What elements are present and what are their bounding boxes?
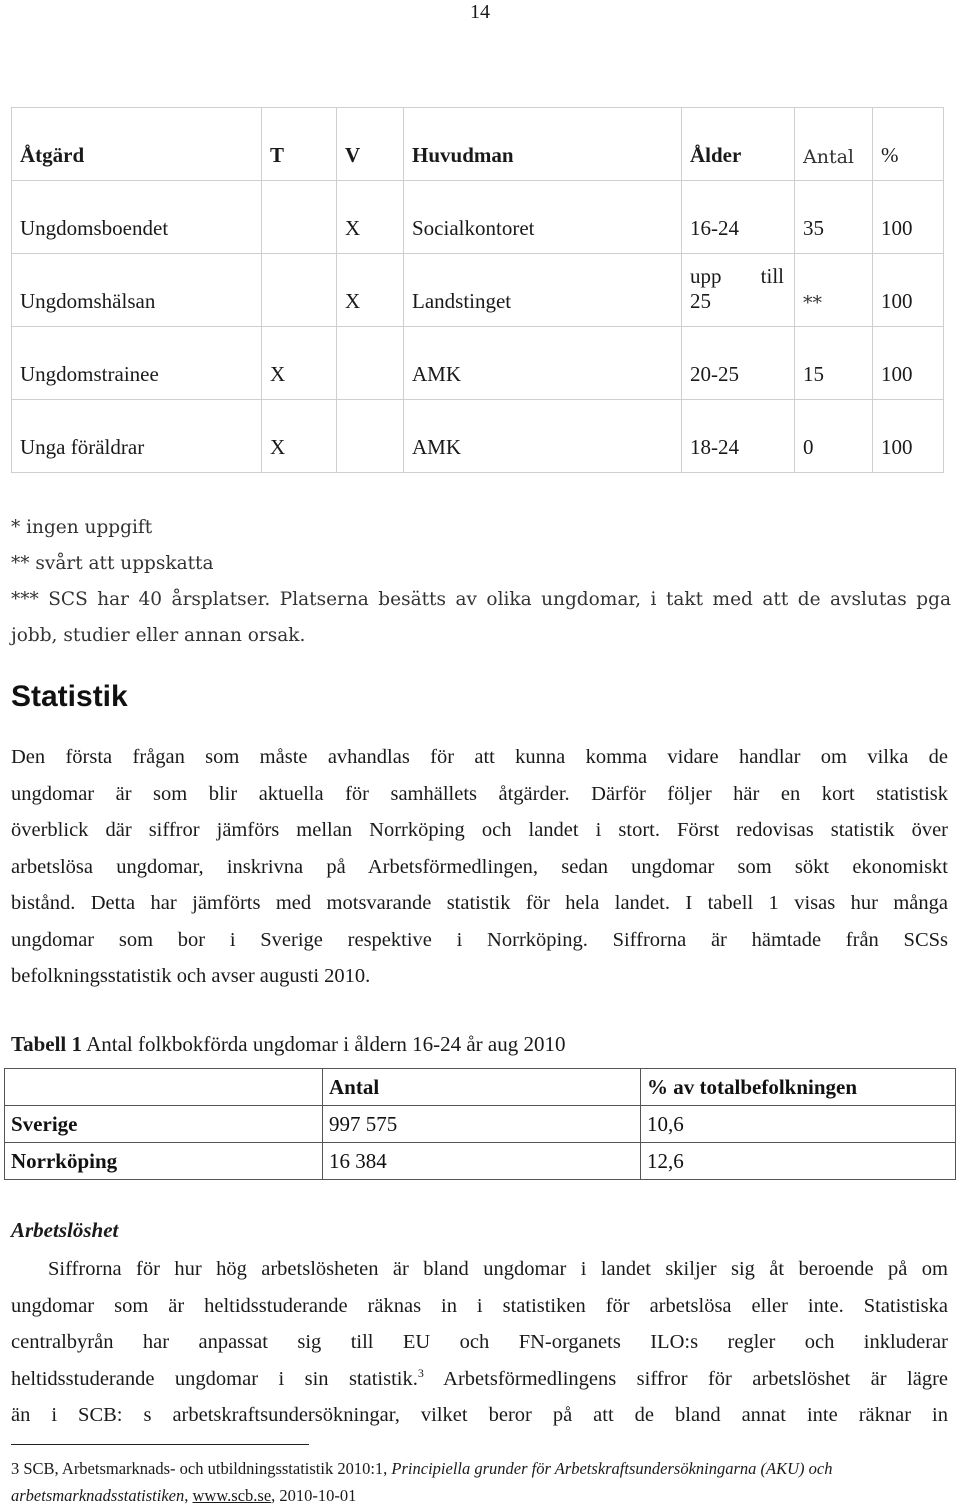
scb-link[interactable]: www.scb.se — [192, 1486, 272, 1505]
table-row — [12, 327, 944, 400]
cell-t — [262, 181, 337, 254]
footnote-title: arbetsmarknadsstatistiken — [11, 1486, 185, 1505]
header-pct: % — [873, 108, 944, 181]
cell-pct: 12,6 — [641, 1143, 956, 1180]
cell-t: X — [262, 327, 337, 400]
cell-atgard: Ungdomsboendet — [12, 181, 262, 254]
header-huvudman: Huvudman — [404, 108, 682, 181]
note-line: * ingen uppgift — [11, 517, 153, 538]
table-header-row — [5, 1069, 956, 1106]
measures-table — [11, 107, 944, 473]
cell-pct: 100 — [873, 254, 944, 327]
cell-pct: 100 — [873, 327, 944, 400]
footnote-divider — [11, 1444, 309, 1445]
subsection-title: Arbetslöshet — [11, 1218, 119, 1242]
paragraph-line: heltidsstuderande ungdomar i sin statistik.$^3$ Arbetsförmedlingens siffror för arbetslöshet är lägre — [11, 1365, 948, 1390]
footnote-ref[interactable]: 3 — [417, 1365, 424, 1380]
header-t: T — [262, 108, 337, 181]
table-caption — [11, 1032, 565, 1057]
table-row — [5, 1143, 956, 1180]
cell-pct: 100 — [873, 181, 944, 254]
cell-v: X — [337, 254, 404, 327]
paragraph-statistik — [11, 739, 948, 995]
header-atgard: Åtgärd — [12, 108, 262, 181]
table-notes — [11, 510, 951, 654]
cell-v — [337, 400, 404, 473]
table-row — [12, 400, 944, 473]
cell-antal: 15 — [795, 327, 873, 400]
cell-antal: 997 575 — [323, 1106, 641, 1143]
cell-v: X — [337, 181, 404, 254]
cell-alder — [682, 254, 795, 327]
age-top-a: upp — [690, 264, 722, 288]
paragraph-line: bistånd. Detta har jämförts med motsvarande statistik för hela landet. I tabell 1 visas hur många — [11, 892, 948, 914]
cell-huvudman: Landstinget — [404, 254, 682, 327]
table-row — [12, 254, 944, 327]
population-table — [4, 1068, 956, 1180]
cell-antal: ** — [795, 254, 873, 327]
header-v: V — [337, 108, 404, 181]
footnote: 3 SCB, Arbetsmarknads- och utbildningsstatistik 2010:1, Principiella grunder för Arbetskraftsundersökningarna (AKU) och arbetsmarknadsstatistiken, www.scb.se, 2010-10-01 — [11, 1459, 833, 1505]
cell-pct: 100 — [873, 400, 944, 473]
cell-atgard: Ungdomstrainee — [12, 327, 262, 400]
header-antal: Antal — [795, 108, 873, 181]
paragraph-line: arbetslösa ungdomar, inskrivna på Arbetsförmedlingen, sedan ungdomar som sökt ekonomiskt — [11, 855, 948, 878]
caption-label: Tabell 1 — [11, 1032, 82, 1056]
footnote-title: Principiella grunder för Arbetskraftsundersökningarna (AKU) och — [391, 1459, 833, 1478]
paragraph-line: Den första frågan som måste avhandlas för att kunna komma vidare handlar om vilka de — [11, 746, 948, 768]
header-empty — [5, 1069, 323, 1106]
cell-antal: 35 — [795, 181, 873, 254]
page-number: 14 — [470, 1, 490, 23]
cell-t — [262, 254, 337, 327]
cell-t: X — [262, 400, 337, 473]
paragraph-line: befolkningsstatistik och avser augusti 2010. — [11, 965, 371, 987]
paragraph-line: än i SCB: s arbetskraftsundersökningar, vilket beror på att de bland annat inte räknar in — [11, 1404, 948, 1426]
paragraph-line: ungdomar är som blir aktuella för samhällets åtgärder. Därför följer här en kort statistisk — [11, 782, 948, 805]
age-top-b: till — [760, 264, 784, 288]
table-row — [5, 1106, 956, 1143]
caption-text: Antal folkbokförda ungdomar i åldern 16-24 år aug 2010 — [82, 1032, 566, 1056]
cell-alder: 20-25 — [682, 327, 795, 400]
cell-v — [337, 327, 404, 400]
cell-antal: 16 384 — [323, 1143, 641, 1180]
paragraph-arbetsloshet — [11, 1251, 948, 1434]
table-header-row — [12, 108, 944, 181]
paragraph-line: ungdomar som bor i Sverige respektive i Norrköping. Siffrorna är hämtade från SCSs — [11, 928, 948, 951]
cell-alder: 18-24 — [682, 400, 795, 473]
note-line: jobb, studier eller annan orsak. — [11, 625, 306, 646]
section-title: Statistik — [11, 680, 128, 713]
cell-atgard: Ungdomshälsan — [12, 254, 262, 327]
paragraph-line: centralbyrån har anpassat sig till EU och FN-organets ILO:s regler och inkluderar — [11, 1331, 948, 1353]
cell-alder: 16-24 — [682, 181, 795, 254]
age-top-line — [690, 264, 794, 289]
note-line: *** SCS har 40 årsplatser. Platserna besätts av olika ungdomar, i takt med att de avslutas pga — [11, 589, 951, 610]
header-pct-total: % av totalbefolkningen — [641, 1069, 956, 1106]
cell-huvudman: AMK — [404, 400, 682, 473]
cell-atgard: Unga föräldrar — [12, 400, 262, 473]
table-row — [12, 181, 944, 254]
cell-pct: 10,6 — [641, 1106, 956, 1143]
paragraph-line: ungdomar som är heltidsstuderande räknas in i statistiken för arbetslösa eller inte. Statistiska — [11, 1294, 948, 1317]
cell-label: Sverige — [5, 1106, 323, 1143]
cell-huvudman: AMK — [404, 327, 682, 400]
header-antal: Antal — [323, 1069, 641, 1106]
cell-label: Norrköping — [5, 1143, 323, 1180]
age-bottom-line: 25 — [690, 289, 711, 313]
cell-huvudman: Socialkontoret — [404, 181, 682, 254]
header-alder: Ålder — [682, 108, 795, 181]
paragraph-line: överblick där siffror jämförs mellan Norrköping och landet i stort. Först redovisas statistik över — [11, 819, 948, 841]
paragraph-line: Siffrorna för hur hög arbetslösheten är bland ungdomar i landet skiljer sig åt beroende på om — [48, 1258, 948, 1280]
note-line: ** svårt att uppskatta — [11, 553, 214, 574]
cell-antal: 0 — [795, 400, 873, 473]
